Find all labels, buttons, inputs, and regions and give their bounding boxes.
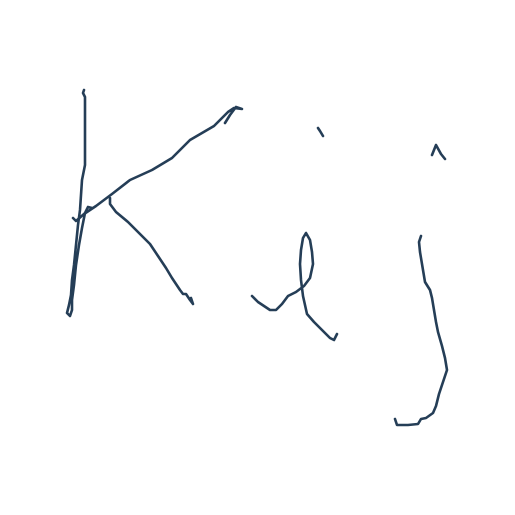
letter-j-body-stroke (395, 236, 447, 425)
letter-j-dot-stroke (432, 145, 445, 159)
letter-i-dot-stroke (318, 128, 323, 136)
letter-k-upper-arm-stroke (73, 107, 242, 221)
letter-k-stem-stroke (67, 90, 92, 316)
letter-i-body-stroke (252, 233, 337, 340)
letter-k-lower-leg-stroke (110, 198, 193, 304)
